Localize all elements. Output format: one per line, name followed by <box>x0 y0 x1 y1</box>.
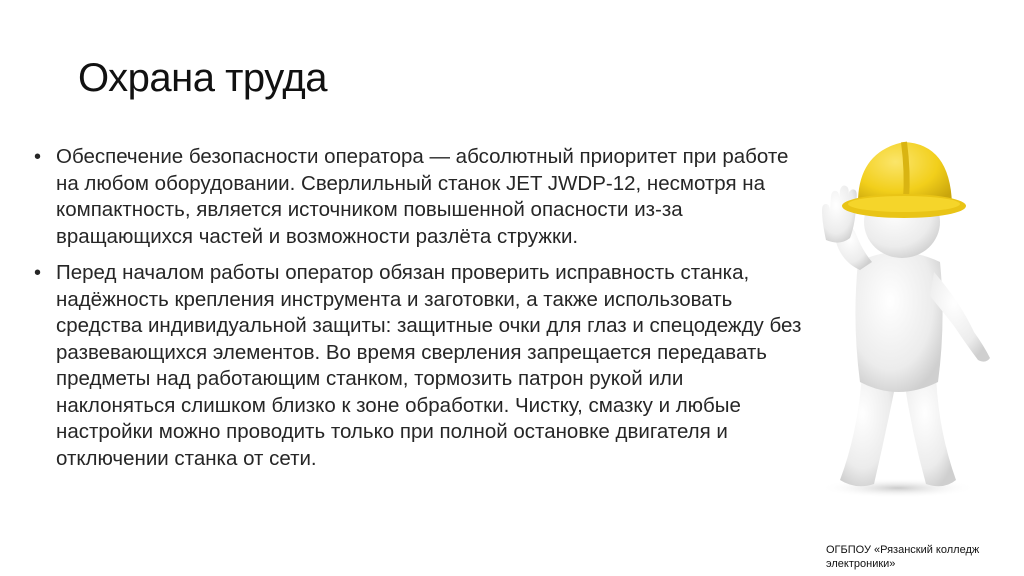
bullet-marker: • <box>34 146 42 168</box>
bullet-item-2 <box>34 260 804 472</box>
footer-organization: ОГБПОУ «Рязанский колледж электроники» <box>826 544 980 570</box>
hard-hat-stop-figure-icon <box>800 112 1010 502</box>
bullet-text-2: Перед началом работы оператор обязан проверить исправность станка, надёжность крепления инструмента и заготовки, а также использовать средства индивидуальной защиты: защитные очки для глаз и спецодежду без развевающихся элементов. Во время сверления запрещается передавать предметы над работающим станком, тормозить патрон рукой или наклоняться слишком близко к зоне обработки. Чистку, смазку и любые настройки можно проводить только при полной остановке двигателя и отключении станка от сети. <box>56 261 802 470</box>
bullet-marker: • <box>34 262 42 284</box>
bullet-item-1 <box>34 144 804 250</box>
slide-title: Охрана труда <box>78 56 327 100</box>
bullet-list <box>34 144 804 482</box>
bullet-text-1: Обеспечение безопасности оператора — абсолютный приоритет при работе на любом оборудовании. Сверлильный станок JET JWDP-12, несмотря на компактность, является источником повышенной опасности из-за вращающихся частей и возможности разлёта стружки. <box>56 145 789 248</box>
